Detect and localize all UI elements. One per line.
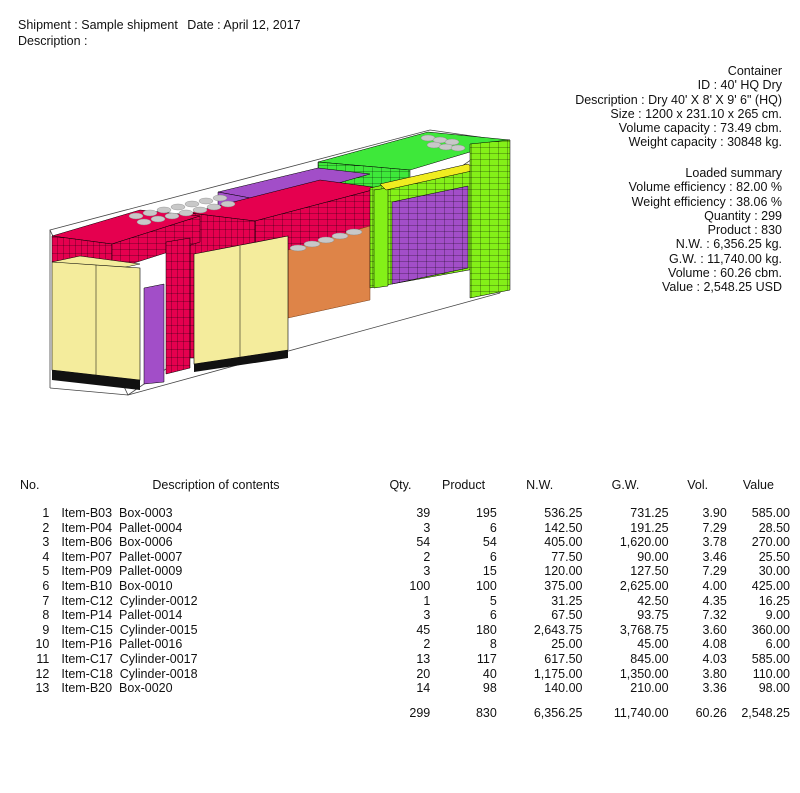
row-nw: 405.00 [544,535,583,550]
shipment-description: Description : [18,34,88,48]
row-description: Item-B10 Box-0010 [61,578,173,593]
row-nw: 142.50 [544,520,583,535]
container-title: Container [727,64,782,78]
row-no: 9 [42,622,50,637]
summary-weight-efficiency: Weight efficiency : 38.06 % [631,194,782,209]
row-nw: 31.25 [551,593,583,608]
row-value: 98.00 [758,681,790,696]
row-product: 180 [475,622,497,637]
table-row [14,594,790,609]
row-description: Item-C12 Cylinder-0012 [61,593,198,608]
table-header-row [14,476,790,494]
row-gw: 90.00 [637,549,669,564]
row-description: Item-C15 Cylinder-0015 [61,622,198,637]
summary-value: Value : 2,548.25 USD [662,280,782,295]
table-row [14,550,790,565]
row-description: Item-C17 Cylinder-0017 [61,651,198,666]
row-product: 6 [489,608,497,623]
container-info [575,64,782,150]
row-description: Item-P04 Pallet-0004 [61,520,183,535]
header-product: Product [441,478,486,492]
table-row [14,579,790,594]
row-vol: 4.35 [702,593,727,608]
row-product: 195 [475,506,497,520]
total-qty: 299 [409,705,431,720]
row-value: 16.25 [758,593,790,608]
container-3d-render [40,118,520,408]
row-value: 28.50 [758,520,790,535]
row-description: Item-P09 Pallet-0009 [61,564,183,579]
loaded-summary [629,166,782,295]
container-weight-capacity: Weight capacity : 30848 kg. [628,135,782,150]
row-no: 7 [42,593,50,608]
total-value: 2,548.25 [741,705,790,720]
row-nw: 25.00 [551,637,583,652]
row-no: 10 [35,637,50,652]
row-gw: 210.00 [630,681,669,696]
row-qty: 54 [416,535,431,550]
header-value: Value [742,478,774,492]
summary-product: Product : 830 [707,223,782,238]
table-row [14,535,790,550]
shipment-date: Date : April 12, 2017 [187,18,301,32]
header-description: Description of contents [152,478,280,492]
totals-row [14,706,790,721]
row-vol: 7.29 [702,564,727,579]
row-nw: 2,643.75 [533,622,583,637]
table-row [14,667,790,682]
row-gw: 1,620.00 [619,535,669,550]
row-value: 30.00 [758,564,790,579]
table-row [14,608,790,623]
row-gw: 45.00 [637,637,669,652]
row-description: Item-P07 Pallet-0007 [61,549,183,564]
row-qty: 3 [423,564,431,579]
row-nw: 536.25 [544,506,583,520]
row-product: 40 [482,666,497,681]
row-product: 8 [489,637,497,652]
lime-box-column-right [470,140,510,298]
row-product: 6 [489,520,497,535]
header-nw: N.W. [526,478,554,492]
row-gw: 731.25 [630,506,669,520]
row-no: 2 [42,520,50,535]
row-value: 360.00 [751,622,790,637]
header-vol: Vol. [687,478,709,492]
container-id: ID : 40' HQ Dry [697,78,782,93]
row-gw: 127.50 [630,564,669,579]
row-value: 110.00 [752,666,790,681]
summary-volume: Volume : 60.26 cbm. [668,266,782,281]
row-qty: 2 [423,549,431,564]
row-no: 8 [42,608,50,623]
row-vol: 3.80 [702,666,727,681]
container-size: Size : 1200 x 231.10 x 265 cm. [610,106,782,121]
table-row [14,681,790,696]
yellow-pallet-middle [194,236,288,372]
row-vol: 4.00 [702,578,727,593]
row-no: 5 [42,564,50,579]
header-qty: Qty. [389,478,412,492]
row-nw: 140.00 [544,681,583,696]
summary-gw: G.W. : 11,740.00 kg. [668,251,782,266]
row-nw: 67.50 [551,608,583,623]
row-nw: 617.50 [544,651,583,666]
row-nw: 375.00 [544,578,583,593]
summary-quantity: Quantity : 299 [704,208,782,223]
row-description: Item-B20 Box-0020 [61,681,173,696]
purple-box-column [144,284,164,384]
row-no: 13 [35,681,50,696]
row-no: 12 [35,666,50,681]
row-qty: 20 [416,666,431,681]
row-vol: 4.08 [702,637,727,652]
row-value: 6.00 [765,637,790,652]
row-description: Item-P14 Pallet-0014 [61,608,183,623]
row-no: 6 [42,578,50,593]
row-nw: 120.00 [544,564,583,579]
row-vol: 3.36 [702,681,727,696]
row-gw: 42.50 [637,593,669,608]
table-row [14,637,790,652]
row-qty: 100 [409,578,431,593]
row-qty: 13 [416,651,431,666]
header-gw: G.W. [611,478,640,492]
header-no: No. [20,478,40,492]
table-row [14,564,790,579]
row-qty: 14 [416,681,431,696]
table-row [14,506,790,521]
row-qty: 1 [423,593,431,608]
row-gw: 191.25 [630,520,669,535]
row-vol: 7.32 [702,608,727,623]
total-gw: 11,740.00 [613,705,669,720]
row-gw: 2,625.00 [619,578,669,593]
row-description: Item-P16 Pallet-0016 [61,637,183,652]
row-value: 9.00 [765,608,790,623]
yellow-pallet-left [52,256,140,390]
row-product: 100 [475,578,497,593]
row-product: 5 [489,593,497,608]
row-description: Item-B03 Box-0003 [61,506,173,520]
row-gw: 3,768.75 [619,622,669,637]
row-qty: 39 [416,506,431,520]
row-description: Item-B06 Box-0006 [61,535,173,550]
row-vol: 7.29 [702,520,727,535]
row-no: 1 [42,506,50,520]
row-vol: 3.90 [702,506,727,520]
row-vol: 3.78 [702,535,727,550]
shipment-header [18,17,307,49]
row-value: 585.00 [751,651,790,666]
table-row [14,652,790,667]
row-gw: 1,350.00 [619,666,669,681]
total-nw: 6,356.25 [533,705,583,720]
row-nw: 77.50 [551,549,583,564]
shipment-label: Shipment : Sample shipment [18,18,178,32]
container-volume-capacity: Volume capacity : 73.49 cbm. [618,121,782,136]
summary-nw: N.W. : 6,356.25 kg. [675,237,782,252]
row-no: 11 [36,651,50,666]
row-vol: 4.03 [702,651,727,666]
total-vol: 60.26 [695,705,727,720]
row-product: 15 [482,564,497,579]
container-description: Description : Dry 40' X 8' X 9' 6" (HQ) [575,92,782,107]
row-product: 6 [489,549,497,564]
table-row [14,521,790,536]
row-value: 425.00 [751,578,790,593]
row-qty: 45 [416,622,431,637]
row-product: 117 [476,651,497,666]
row-value: 585.00 [751,506,790,520]
row-nw: 1,175.00 [533,666,583,681]
row-gw: 93.75 [637,608,669,623]
row-qty: 3 [423,608,431,623]
row-product: 54 [482,535,497,550]
row-product: 98 [482,681,497,696]
summary-title: Loaded summary [685,166,782,180]
row-qty: 2 [423,637,431,652]
summary-volume-efficiency: Volume efficiency : 82.00 % [628,180,782,195]
table-row [14,623,790,638]
row-no: 3 [42,535,50,550]
row-gw: 845.00 [630,651,669,666]
contents-table [14,476,790,720]
row-qty: 3 [423,520,431,535]
row-vol: 3.60 [702,622,727,637]
row-value: 25.50 [758,549,790,564]
row-value: 270.00 [751,535,790,550]
row-no: 4 [42,549,50,564]
row-description: Item-C18 Cylinder-0018 [61,666,198,681]
total-product: 830 [475,705,497,720]
row-vol: 3.46 [702,549,727,564]
